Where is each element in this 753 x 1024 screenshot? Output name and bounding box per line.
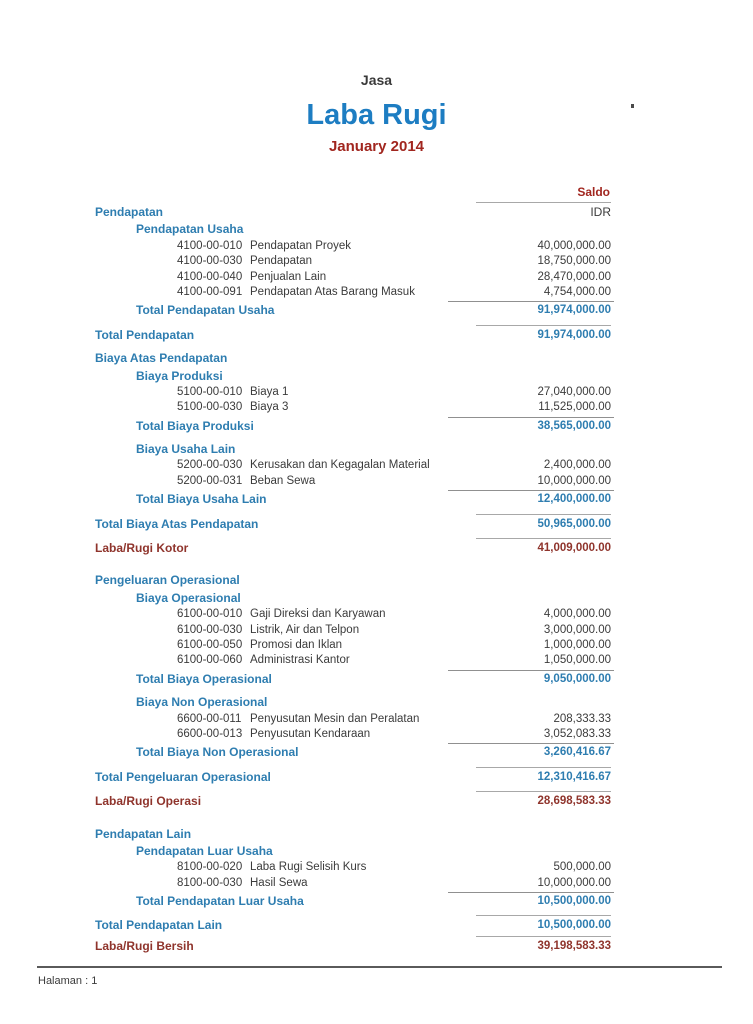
account-code: 6100-00-060 bbox=[177, 654, 243, 667]
account-name: Promosi dan Iklan bbox=[250, 638, 343, 651]
section-heading-label: Pendapatan bbox=[95, 205, 164, 219]
subsection-total-row bbox=[0, 303, 753, 318]
section-total-amount: 12,310,416.67 bbox=[537, 770, 611, 783]
subsection-total-row bbox=[0, 419, 753, 434]
account-amount: 18,750,000.00 bbox=[537, 255, 611, 268]
result-amount: 39,198,583.33 bbox=[537, 939, 611, 952]
section-heading-pengeluaran-operasional: Pengeluaran Operasional bbox=[95, 573, 240, 588]
subsection-total-row bbox=[0, 745, 753, 760]
account-row bbox=[0, 727, 753, 742]
account-code: 6100-00-050 bbox=[177, 638, 243, 651]
group-total-divider bbox=[448, 490, 614, 491]
account-code: 4100-00-030 bbox=[177, 255, 243, 268]
account-code: 6100-00-010 bbox=[177, 608, 243, 621]
section-heading-pendapatan bbox=[0, 205, 753, 220]
account-row bbox=[0, 270, 753, 285]
footer-divider bbox=[37, 966, 722, 968]
company-name: Jasa bbox=[360, 72, 393, 88]
account-code: 8100-00-020 bbox=[177, 861, 243, 874]
section-total-label: Total Pengeluaran Operasional bbox=[95, 769, 271, 784]
account-amount: 11,525,000.00 bbox=[538, 401, 611, 414]
account-amount: 1,050,000.00 bbox=[543, 654, 611, 667]
account-amount: 4,000,000.00 bbox=[543, 608, 611, 621]
result-divider bbox=[476, 538, 611, 539]
account-name: Pendapatan bbox=[250, 255, 313, 268]
account-row bbox=[0, 385, 753, 400]
subsection-total-label: Total Biaya Usaha Lain bbox=[136, 492, 267, 507]
account-name: Beban Sewa bbox=[250, 474, 316, 487]
subsection-total-label: Total Biaya Operasional bbox=[136, 671, 272, 686]
section-total-row bbox=[0, 770, 753, 785]
section-total-divider bbox=[476, 325, 611, 326]
section-heading-biaya-atas-pendapatan: Biaya Atas Pendapatan bbox=[95, 351, 228, 366]
section-total-label: Total Biaya Atas Pendapatan bbox=[95, 516, 259, 531]
section-total-divider bbox=[476, 915, 611, 916]
account-amount: 500,000.00 bbox=[553, 861, 611, 874]
account-code: 8100-00-030 bbox=[177, 876, 243, 889]
result-row-laba-rugi-bersih bbox=[0, 939, 753, 954]
account-name: Gaji Direksi dan Karyawan bbox=[250, 608, 386, 621]
group-total-divider bbox=[448, 892, 614, 893]
result-label: Laba/Rugi Kotor bbox=[95, 541, 189, 556]
account-row bbox=[0, 623, 753, 638]
account-code: 5100-00-010 bbox=[177, 385, 243, 398]
subsection-heading-biaya-usaha-lain: Biaya Usaha Lain bbox=[136, 442, 236, 457]
section-total-divider bbox=[476, 514, 611, 515]
group-total-divider bbox=[448, 670, 614, 671]
subsection-total-amount: 91,974,000.00 bbox=[537, 304, 611, 317]
subsection-total-row bbox=[0, 894, 753, 909]
account-row bbox=[0, 607, 753, 622]
subsection-total-amount: 10,500,000.00 bbox=[537, 895, 611, 908]
group-total-divider bbox=[448, 301, 614, 302]
result-amount: 28,698,583.33 bbox=[537, 795, 611, 808]
stray-mark bbox=[631, 104, 634, 108]
subsection-total-amount: 9,050,000.00 bbox=[543, 672, 611, 685]
account-row bbox=[0, 860, 753, 875]
result-row-laba-rugi-operasi bbox=[0, 794, 753, 809]
subsection-total-amount: 3,260,416.67 bbox=[543, 746, 611, 759]
account-name: Administrasi Kantor bbox=[250, 654, 350, 667]
account-code: 6600-00-011 bbox=[177, 712, 242, 725]
account-row bbox=[0, 458, 753, 473]
subsection-heading-pendapatan-usaha: Pendapatan Usaha bbox=[136, 222, 244, 237]
account-row bbox=[0, 474, 753, 489]
subsection-total-label: Total Biaya Non Operasional bbox=[136, 745, 299, 760]
subsection-heading-biaya-produksi: Biaya Produksi bbox=[136, 368, 223, 383]
subsection-total-amount: 38,565,000.00 bbox=[537, 419, 611, 432]
account-row bbox=[0, 712, 753, 727]
account-row bbox=[0, 876, 753, 891]
account-name: Penjualan Lain bbox=[250, 270, 327, 283]
account-code: 5100-00-030 bbox=[177, 401, 243, 414]
subsection-total-label: Total Pendapatan Usaha bbox=[136, 303, 275, 318]
column-header-divider bbox=[476, 202, 611, 203]
section-total-label: Total Pendapatan bbox=[95, 327, 195, 342]
result-amount: 41,009,000.00 bbox=[537, 542, 611, 555]
result-label: Laba/Rugi Operasi bbox=[95, 794, 202, 809]
account-amount: 2,400,000.00 bbox=[543, 459, 611, 472]
account-row bbox=[0, 638, 753, 653]
account-name: Pendapatan Atas Barang Masuk bbox=[250, 285, 415, 298]
result-label: Laba/Rugi Bersih bbox=[95, 938, 194, 953]
report-period: January 2014 bbox=[328, 138, 425, 155]
account-amount: 10,000,000.00 bbox=[537, 474, 611, 487]
account-amount: 28,470,000.00 bbox=[537, 270, 611, 283]
account-row bbox=[0, 254, 753, 269]
section-total-row bbox=[0, 918, 753, 933]
subsection-total-amount: 12,400,000.00 bbox=[537, 493, 611, 506]
report-title: Laba Rugi bbox=[306, 99, 447, 131]
account-name: Laba Rugi Selisih Kurs bbox=[250, 861, 367, 874]
account-code: 4100-00-040 bbox=[177, 270, 243, 283]
account-row bbox=[0, 653, 753, 668]
amount-column-header-row bbox=[0, 185, 753, 200]
account-name: Pendapatan Proyek bbox=[250, 239, 352, 252]
account-code: 4100-00-091 bbox=[177, 285, 243, 298]
result-divider bbox=[476, 791, 611, 792]
section-total-divider bbox=[476, 767, 611, 768]
subsection-total-label: Total Biaya Produksi bbox=[136, 418, 254, 433]
account-name: Penyusutan Mesin dan Peralatan bbox=[250, 712, 420, 725]
page-number: Halaman : 1 bbox=[38, 975, 98, 987]
account-amount: 10,000,000.00 bbox=[537, 876, 611, 889]
subsection-total-row bbox=[0, 672, 753, 687]
account-code: 6100-00-030 bbox=[177, 623, 243, 636]
result-row-laba-rugi-kotor bbox=[0, 541, 753, 556]
account-name: Listrik, Air dan Telpon bbox=[250, 623, 360, 636]
account-row bbox=[0, 400, 753, 415]
subsection-heading-pendapatan-luar-usaha: Pendapatan Luar Usaha bbox=[136, 843, 273, 858]
section-total-amount: 50,965,000.00 bbox=[537, 517, 611, 530]
account-name: Penyusutan Kendaraan bbox=[250, 727, 371, 740]
account-amount: 27,040,000.00 bbox=[537, 385, 611, 398]
subsection-heading-biaya-operasional: Biaya Operasional bbox=[136, 590, 241, 605]
section-heading-pendapatan-lain: Pendapatan Lain bbox=[95, 826, 192, 841]
section-total-amount: 91,974,000.00 bbox=[537, 328, 611, 341]
currency-label: IDR bbox=[590, 205, 611, 219]
group-total-divider bbox=[448, 743, 614, 744]
section-total-amount: 10,500,000.00 bbox=[537, 919, 611, 932]
subsection-total-label: Total Pendapatan Luar Usaha bbox=[136, 894, 304, 909]
group-total-divider bbox=[448, 417, 614, 418]
account-row bbox=[0, 239, 753, 254]
subsection-total-row bbox=[0, 492, 753, 507]
report-body bbox=[0, 185, 753, 954]
section-total-label: Total Pendapatan Lain bbox=[95, 918, 223, 933]
section-total-row bbox=[0, 517, 753, 532]
account-code: 6600-00-013 bbox=[177, 727, 243, 740]
account-amount: 40,000,000.00 bbox=[537, 239, 611, 252]
amount-column-header: Saldo bbox=[577, 185, 610, 199]
account-code: 4100-00-010 bbox=[177, 239, 243, 252]
subsection-heading-biaya-non-operasional: Biaya Non Operasional bbox=[136, 695, 268, 710]
account-code: 5200-00-031 bbox=[177, 474, 243, 487]
result-divider bbox=[476, 936, 611, 937]
account-name: Hasil Sewa bbox=[250, 876, 308, 889]
account-name: Kerusakan dan Kegagalan Material bbox=[250, 459, 430, 472]
account-name: Biaya 3 bbox=[250, 401, 289, 414]
account-name: Biaya 1 bbox=[250, 385, 289, 398]
account-amount: 4,754,000.00 bbox=[543, 285, 611, 298]
account-amount: 3,000,000.00 bbox=[543, 623, 611, 636]
account-amount: 3,052,083.33 bbox=[543, 727, 611, 740]
section-total-row bbox=[0, 328, 753, 343]
account-row bbox=[0, 285, 753, 300]
account-code: 5200-00-030 bbox=[177, 459, 243, 472]
account-amount: 1,000,000.00 bbox=[543, 638, 611, 651]
account-amount: 208,333.33 bbox=[553, 712, 611, 725]
